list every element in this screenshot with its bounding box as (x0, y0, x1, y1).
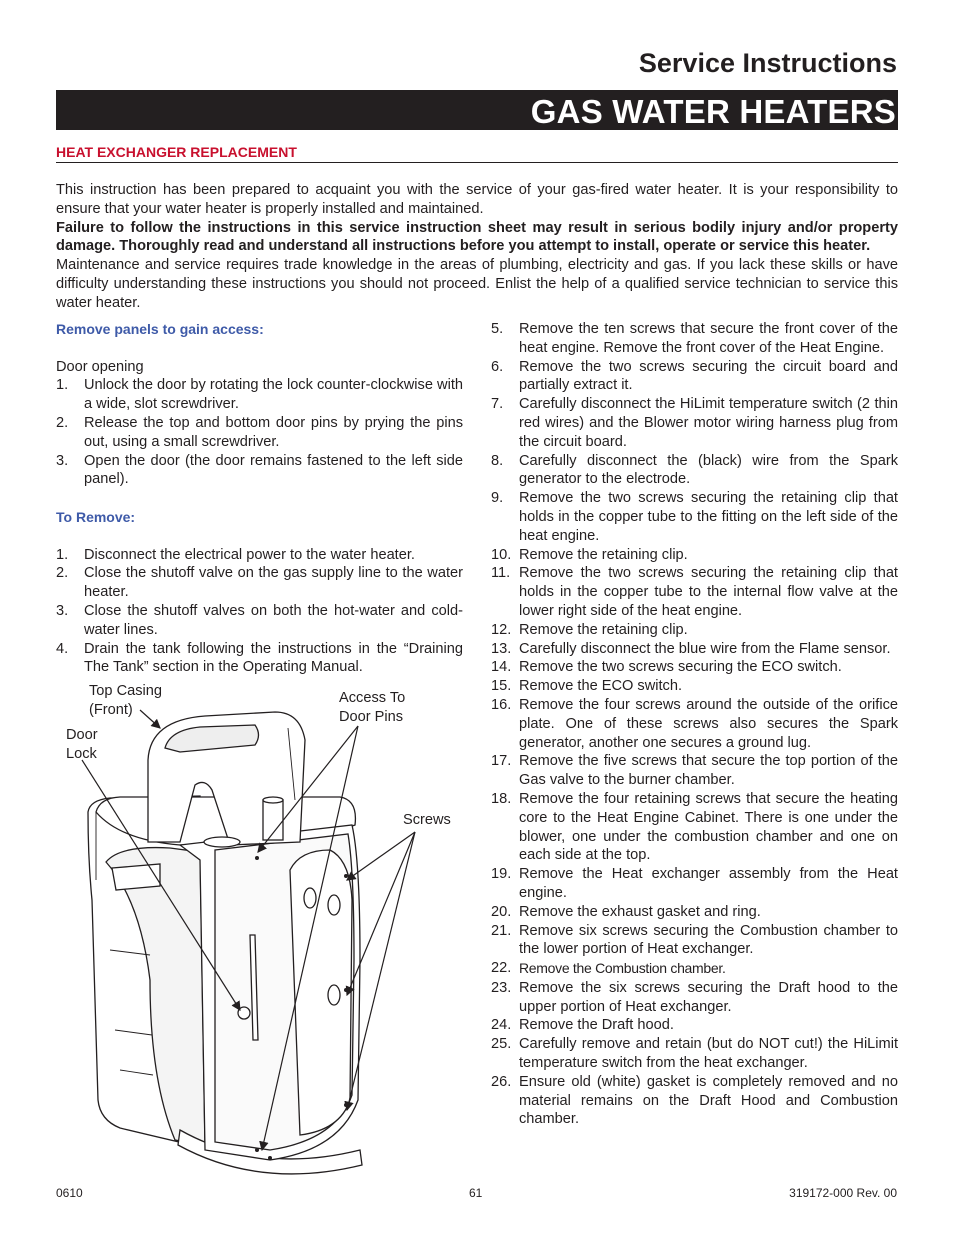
list-item: 23. Remove the six screws securing the Draft hood to the upper portion of Heat exchanger. (491, 979, 898, 1015)
page-number: 61 (469, 1186, 483, 1200)
left-column (56, 320, 463, 677)
section-divider (56, 162, 898, 163)
remove-panels-heading: Remove panels to gain access: (56, 321, 264, 337)
document-number: 319172-000 Rev. 00 (789, 1186, 897, 1200)
label-top-casing: Top Casing (Front) (89, 683, 163, 718)
list-item: 14. Remove the two screws securing the ECO switch. (491, 659, 842, 676)
intro-paragraph: This instruction has been prepared to acquaint you with the service of your gas-fired water heater. It is your responsibility to ensure that your water heater is properly installed and maintained. (56, 182, 898, 217)
list-item: 19. Remove the Heat exchanger assembly from the Heat engine. (491, 866, 898, 901)
list-item: 3. Close the shutoff valves on both the hot-water and cold-water lines. (56, 602, 463, 638)
list-item: 20. Remove the exhaust gasket and ring. (491, 903, 761, 920)
list-item: 16. Remove the four screws around the outside of the orifice plate. One of these screws also secures the Spark generator, another one secures a ground lug. (491, 696, 898, 751)
list-item: 12. Remove the retaining clip. (491, 621, 688, 638)
water-heater-illustration (56, 690, 476, 1180)
list-item: 1. Disconnect the electrical power to the water heater. (56, 546, 415, 563)
list-item: 26. Ensure old (white) gasket is completely removed and no material remains on the Draft Hood and Combustion chamber. (491, 1073, 898, 1128)
warning-paragraph: Failure to follow the instructions in this service instruction sheet may result in serious bodily injury and/or property damage. Thoroughly read and understand all instructions before you attempt to install, operate or service this heater. (56, 219, 898, 255)
page-header-title: Service Instructions (638, 48, 897, 78)
list-item: 6. Remove the two screws securing the circuit board and partially extract it. (491, 358, 898, 394)
list-item: 10. Remove the retaining clip. (491, 546, 688, 563)
section-heading: HEAT EXCHANGER REPLACEMENT (56, 144, 297, 160)
list-item: 5. Remove the ten screws that secure the front cover of the heat engine. Remove the front cover of the Heat Engine. (491, 321, 898, 356)
right-column (491, 320, 898, 1129)
list-item: 7. Carefully disconnect the HiLimit temperature switch (2 thin red wires) and the Blower motor wiring harness plug from the circuit board. (491, 396, 898, 450)
intro-paragraph-2: Maintenance and service requires trade knowledge in the areas of plumbing, electricity and gas. If you lack these skills or have difficulty understanding these instructions you should not proceed. Enlist the help of a qualified service technician to service this water heater. (56, 257, 898, 311)
list-item: 15. Remove the ECO switch. (491, 678, 683, 695)
to-remove-steps-right (491, 320, 898, 1129)
label-access-door-pins: Access To Door Pins (339, 690, 406, 725)
list-item: 2. Release the top and bottom door pins by prying the pins out, using a small screwdriver. (56, 414, 463, 450)
title-banner (56, 90, 898, 130)
list-item: 9. Remove the two screws securing the retaining clip that holds in the copper tube to the fitting on the left side of the heat engine. (491, 490, 898, 544)
list-item: 3. Open the door (the door remains fastened to the left side panel). (56, 452, 463, 488)
list-item: 21. Remove six screws securing the Combustion chamber to the lower portion of Heat exchanger. (491, 922, 898, 958)
list-item: 1. Unlock the door by rotating the lock counter-clockwise with a wide, slot screwdriver. (56, 377, 463, 413)
list-item: 2. Close the shutoff valve on the gas supply line to the water heater. (56, 565, 463, 601)
label-door-lock: Door Lock (66, 727, 98, 762)
list-item: 11. Remove the two screws securing the retaining clip that holds in the copper tube to the internal flow valve at the lower right side of the heat engine. (491, 565, 898, 619)
list-item: 17. Remove the five screws that secure the top portion of the Gas valve to the burner chamber. (491, 753, 898, 789)
intro-text (56, 181, 898, 313)
list-item: 25. Carefully remove and retain (but do NOT cut!) the HiLimit temperature switch from the heat exchanger. (491, 1036, 898, 1072)
door-opening-steps (56, 376, 463, 489)
footer-date-code: 0610 (56, 1186, 83, 1200)
to-remove-heading: To Remove: (56, 508, 136, 525)
list-item: 8. Carefully disconnect the (black) wire from the Spark generator to the electrode. (491, 452, 898, 488)
list-item: 22. Remove the Combustion chamber. (491, 960, 726, 977)
to-remove-steps-left (56, 546, 463, 678)
list-item: 4. Drain the tank following the instructions in the “Draining The Tank” section in the Operating Manual. (56, 640, 463, 676)
label-screws: Screws (403, 812, 451, 828)
list-item: 24. Remove the Draft hood. (491, 1017, 674, 1034)
banner-title: GAS WATER HEATERS (530, 93, 896, 130)
list-item: 18. Remove the four retaining screws that secure the heating core to the Heat Engine Cabinet. There is one under the blower, one under the combustion chamber and one on each side at the top. (491, 790, 898, 864)
list-item: 13. Carefully disconnect the blue wire from the Flame sensor. (491, 640, 891, 657)
door-opening-subheading: Door opening (56, 358, 144, 375)
